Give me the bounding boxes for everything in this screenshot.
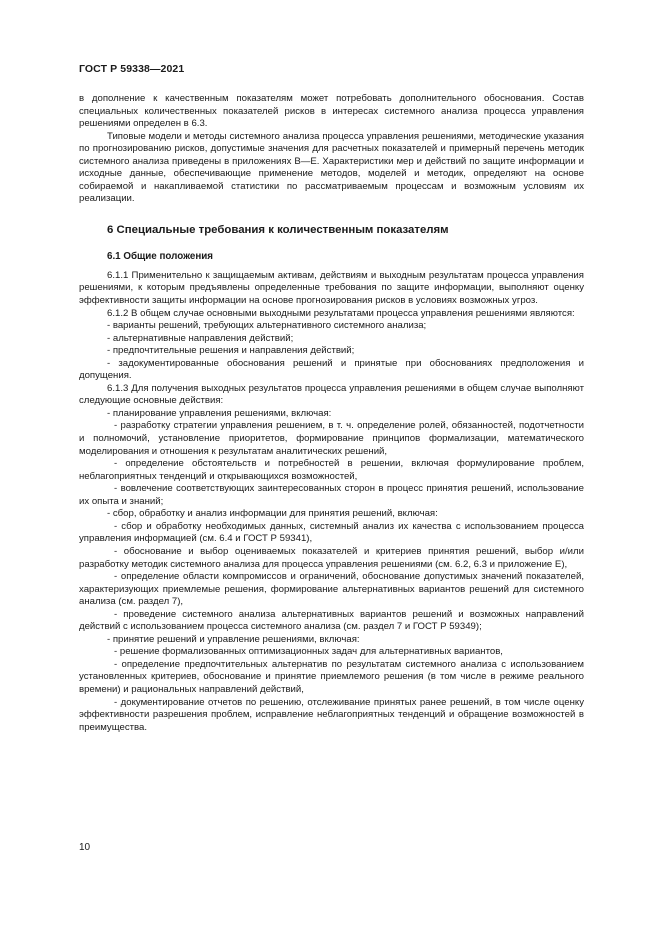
paragraph: 6.1.1 Применительно к защищаемым активам, действиям и выходным результатам процесса управления решениями, к которым предъявлены определенные требования по защите информации, выполняют оценку эффективности защиты информации на основе прогнозирования рисков в условиях возможных угроз. [79, 269, 584, 307]
list-item: - решение формализованных оптимизационных задач для альтернативных вариантов, [114, 646, 503, 658]
list-item: - задокументированные обоснования решений и принятые при обоснованиях предположения и допущения. [79, 357, 584, 382]
list-item: - документирование отчетов по решению, отслеживание принятых ранее решений, в том числе оценку эффективности разрешения проблем, исправление неблагоприятных тенденций и обращение возможностей в преимущества. [79, 696, 584, 733]
list-item: - определение обстоятельств и потребностей в решении, включая формулирование проблем, неблагоприятных тенденций и открывающихся возможностей, [79, 458, 584, 482]
body-text [79, 270, 584, 734]
subsection-title: 6.1 Общие положения [107, 250, 214, 262]
intro-paragraph-1: в дополнение к качественным показателям может потребовать дополнительного обоснования. Состав специальных количественных показателей рисков в интересах системного анализа процесса управления решениями определен в 6.3. [79, 93, 584, 130]
list-item: - альтернативные направления действий; [107, 332, 294, 344]
list-item: - принятие решений и управление решениями, включая: [107, 633, 360, 645]
list-item: - сбор, обработку и анализ информации для принятия решений, включая: [107, 508, 438, 520]
document-code-header: ГОСТ Р 59338—2021 [79, 63, 185, 75]
page-content [79, 93, 584, 734]
list-item: - планирование управления решениями, включая: [107, 407, 332, 419]
list-item: - разработку стратегии управления решением, в т. ч. определение ролей, обязанностей, подотчетности и полномочий, установление приоритетов, формирование принципов формализации, математического моделирования и отношения к результатам аналитических решений, [79, 420, 584, 457]
list-item: - вовлечение соответствующих заинтересованных сторон в процесс принятия решений, использование их опыта и знаний; [79, 483, 584, 507]
list-item: - сбор и обработку необходимых данных, системный анализ их качества с использованием процесса управления информацией (см. 6.4 и ГОСТ Р 59341), [79, 520, 584, 545]
list-item: - варианты решений, требующих альтернативного системного анализа; [107, 320, 427, 332]
list-item: - определение предпочтительных альтернатив по результатам системного анализа с использованием установленных критериев, обоснование и принятие приемлемого решения (в том числе в режиме реального времени) и рациональных направлений действий, [79, 658, 584, 695]
list-item: - проведение системного анализа альтернативных вариантов решений и возможных направлений действий с использованием процесса системного анализа (см. раздел 7 и ГОСТ Р 59349); [79, 608, 584, 633]
list-item: - предпочтительные решения и направления действий; [107, 345, 355, 357]
page-number: 10 [79, 842, 91, 853]
paragraph: 6.1.3 Для получения выходных результатов процесса управления решениями в общем случае выполняют следующие основные действия: [79, 382, 584, 407]
section-title: 6 Специальные требования к количественным показателям [107, 223, 449, 236]
list-item: - обоснование и выбор оцениваемых показателей и критериев принятия решений, выбор и/или разработку методик системного анализа для процесса управления решениями (см. 6.2, 6.3 и приложение Е), [79, 545, 584, 570]
list-item: - определение области компромиссов и ограничений, обоснование допустимых значений показателей, характеризующих приемлемые решения, формирование альтернативных вариантов решений для системного анализа (см. раздел 7), [79, 571, 584, 608]
intro-paragraph-2: Типовые модели и методы системного анализа процесса управления решениями, методические указания по прогнозированию рисков, допустимые значения для расчетных показателей и примерный перечень методик системного анализа приведены в приложениях В—Е. Характеристики мер и действий по защите информации и исходные данные, обеспечивающие применение методов, моделей и методик, определяют на основе собираемой и накапливаемой статистики по рассматриваемым процессам и возможным условиям их реализации. [79, 130, 584, 205]
paragraph: 6.1.2 В общем случае основными выходными результатами процесса управления решениями являются: [107, 307, 575, 319]
